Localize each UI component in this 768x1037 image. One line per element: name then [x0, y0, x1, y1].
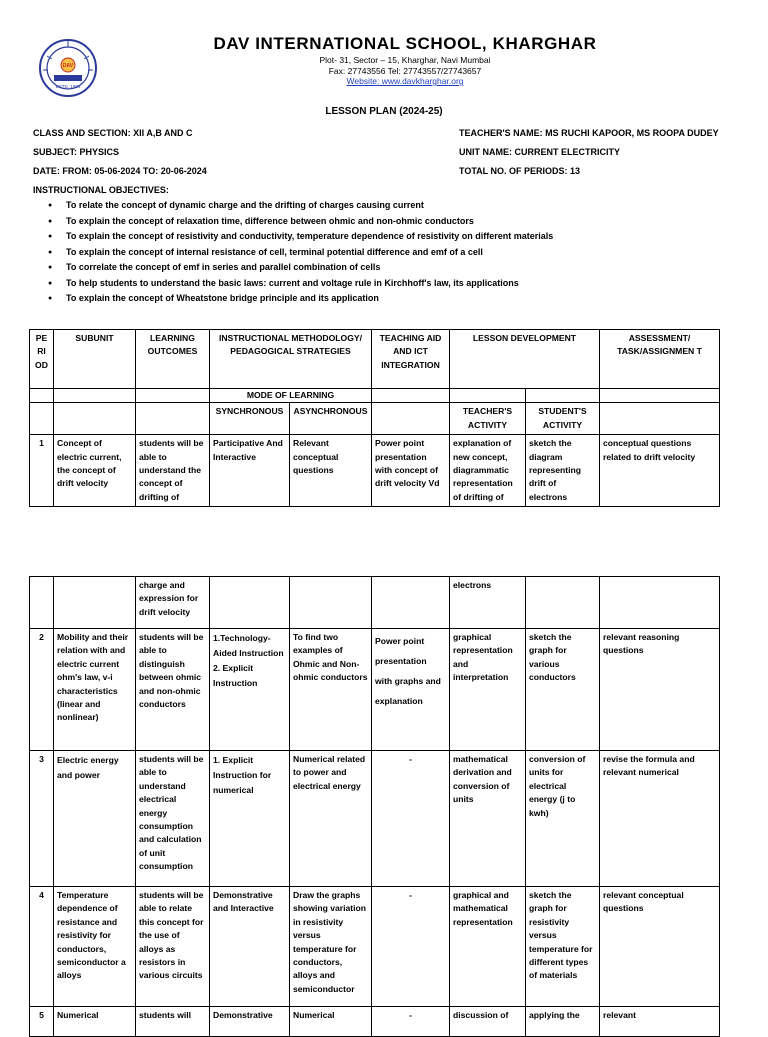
lesson-plan-table-page2	[29, 576, 720, 1037]
header-lesson-development: LESSON DEVELOPMENT	[450, 330, 600, 389]
row-synchronous: Participative And Interactive	[210, 435, 290, 507]
row-assessment: revise the formula and relevant numerical	[600, 751, 720, 887]
row-teacher-activity: graphical representation and interpretation	[450, 629, 526, 751]
objectives-list	[48, 198, 553, 307]
school-phone: Fax: 27743556 Tel: 27743557/27743657	[328, 66, 482, 76]
row-teaching-aid: Power point presentation with graphs and explanation	[372, 629, 450, 751]
header-synchronous: SYNCHRONOUS	[210, 403, 290, 435]
row-period: 1	[30, 435, 54, 507]
row-period: 2	[30, 629, 54, 751]
row-period: 3	[30, 751, 54, 887]
row-outcomes: charge and expression for drift velocity	[136, 577, 210, 629]
row-teacher-activity: graphical and mathematical representation	[450, 887, 526, 1007]
header-methodology: INSTRUCTIONAL METHODOLOGY/ PEDAGOGICAL STRATEGIES	[210, 330, 372, 389]
row-student-activity: applying the	[526, 1007, 600, 1037]
svg-text:ESTD. 1986: ESTD. 1986	[55, 84, 81, 89]
objective-item: ● To correlate the concept of emf in series and parallel combination of cells	[48, 260, 553, 276]
row-teacher-activity: explanation of new concept, diagrammatic representation of drifting of	[450, 435, 526, 507]
row-teacher-activity: electrons	[450, 577, 526, 629]
row-outcomes: students will be able to understand the concept of drifting of	[136, 435, 210, 507]
row-student-activity: sketch the graph for various conductors	[526, 629, 600, 751]
row-synchronous	[210, 629, 290, 751]
unit-name: UNIT NAME: CURRENT ELECTRICITY	[459, 147, 620, 157]
row-synchronous: Demonstrative and Interactive	[210, 887, 290, 1007]
header-mode-of-learning: MODE OF LEARNING	[210, 389, 372, 403]
objective-item: ● To explain the concept of Wheatstone bridge principle and its application	[48, 291, 553, 307]
total-periods: TOTAL NO. OF PERIODS: 13	[459, 166, 581, 176]
row-period: 5	[30, 1007, 54, 1037]
svg-text:DAV: DAV	[62, 63, 74, 69]
lesson-plan-table-page1	[29, 329, 720, 507]
objectives-label: INSTRUCTIONAL OBJECTIVES:	[33, 185, 169, 195]
row-outcomes: students will be able to distinguish between ohmic and non-ohmic conductors	[136, 629, 210, 751]
row-teaching-aid: -	[372, 887, 450, 1007]
sync-item: 1.Technology-Aided Instruction	[213, 633, 284, 658]
objective-item: ● To explain the concept of resistivity and conductivity, temperature dependence of resistivity on different materials	[48, 229, 553, 245]
row-asynchronous: Numerical	[290, 1007, 372, 1037]
school-name: DAV INTERNATIONAL SCHOOL, KHARGHAR	[213, 34, 597, 53]
row-period: 4	[30, 887, 54, 1007]
header-teaching-aid: TEACHING AID AND ICT INTEGRATION	[372, 330, 450, 389]
objective-item: ● To explain the concept of internal resistance of cell, terminal potential difference and emf of a cell	[48, 245, 553, 261]
row-synchronous: Demonstrative	[210, 1007, 290, 1037]
row-asynchronous: Relevant conceptual questions	[290, 435, 372, 507]
objective-item: ● To relate the concept of dynamic charge and the drifting of charges causing current	[48, 198, 553, 214]
teacher-name: TEACHER'S NAME: MS RUCHI KAPOOR, MS ROOPA DUDEY	[459, 128, 719, 138]
class-section: CLASS AND SECTION: XII A,B AND C	[33, 128, 193, 138]
row-student-activity: conversion of units for electrical energy (j to kwh)	[526, 751, 600, 887]
header-assessment: ASSESSMENT/ TASK/ASSIGNMEN T	[600, 330, 720, 389]
row-teaching-aid: -	[372, 751, 450, 887]
row-subunit: Electric energy and power	[54, 751, 136, 887]
header-teacher-activity: TEACHER'S ACTIVITY	[450, 403, 526, 435]
document-title: LESSON PLAN (2024-25)	[325, 106, 443, 117]
school-website-link[interactable]: Website: www.davkharghar.org	[346, 76, 464, 86]
row-teaching-aid: Power point presentation with concept of drift velocity Vd	[372, 435, 450, 507]
row-asynchronous: To find two examples of Ohmic and Non-ohmic conductors	[290, 629, 372, 751]
row-teaching-aid: -	[372, 1007, 450, 1037]
school-logo	[38, 38, 98, 98]
row-student-activity: sketch the diagram representing drift of electrons	[526, 435, 600, 507]
row-teacher-activity: discussion of	[450, 1007, 526, 1037]
header-subunit: SUBUNIT	[54, 330, 136, 389]
row-subunit: Mobility and their relation with and electric current ohm's law, v-i characteristics (linear and nonlinear)	[54, 629, 136, 751]
objective-item: ● To explain the concept of relaxation time, difference between ohmic and non-ohmic conductors	[48, 214, 553, 230]
row-subunit: Temperature dependence of resistance and resistivity for conductors, semiconductor a alloys	[54, 887, 136, 1007]
row-subunit: Numerical	[54, 1007, 136, 1037]
row-synchronous: 1. Explicit Instruction for numerical	[210, 751, 290, 887]
subject: SUBJECT: PHYSICS	[33, 147, 120, 157]
header-asynchronous: ASYNCHRONOUS	[290, 403, 372, 435]
header-student-activity: STUDENT'S ACTIVITY	[526, 403, 600, 435]
row-asynchronous: Draw the graphs showing variation in resistivity versus temperature for conductors, alloys and semiconductor	[290, 887, 372, 1007]
header-outcomes: LEARNING OUTCOMES	[136, 330, 210, 389]
row-outcomes: students will be able to understand electrical energy consumption and calculation of unit consumption	[136, 751, 210, 887]
date-range: DATE: FROM: 05-06-2024 TO: 20-06-2024	[33, 166, 207, 176]
school-address: Plot- 31, Sector – 15, Kharghar, Navi Mumbai	[319, 55, 491, 65]
row-asynchronous: Numerical related to power and electrical energy	[290, 751, 372, 887]
row-assessment: relevant conceptual questions	[600, 887, 720, 1007]
objective-item: ● To help students to understand the basic laws: current and voltage rule in Kirchhoff's law, its applications	[48, 276, 553, 292]
row-assessment: conceptual questions related to drift velocity	[600, 435, 720, 507]
row-student-activity: sketch the graph for resistivity versus temperature for different types of materials	[526, 887, 600, 1007]
sync-item: 2. Explicit Instruction	[213, 663, 258, 688]
row-subunit: Concept of electric current, the concept of drift velocity	[54, 435, 136, 507]
row-outcomes: students will be able to relate this concept for the use of alloys as resistors in various circuits	[136, 887, 210, 1007]
header-period: PE RI OD	[30, 330, 54, 389]
row-teacher-activity: mathematical derivation and conversion of units	[450, 751, 526, 887]
row-assessment: relevant	[600, 1007, 720, 1037]
row-outcomes: students will	[136, 1007, 210, 1037]
row-assessment: relevant reasoning questions	[600, 629, 720, 751]
